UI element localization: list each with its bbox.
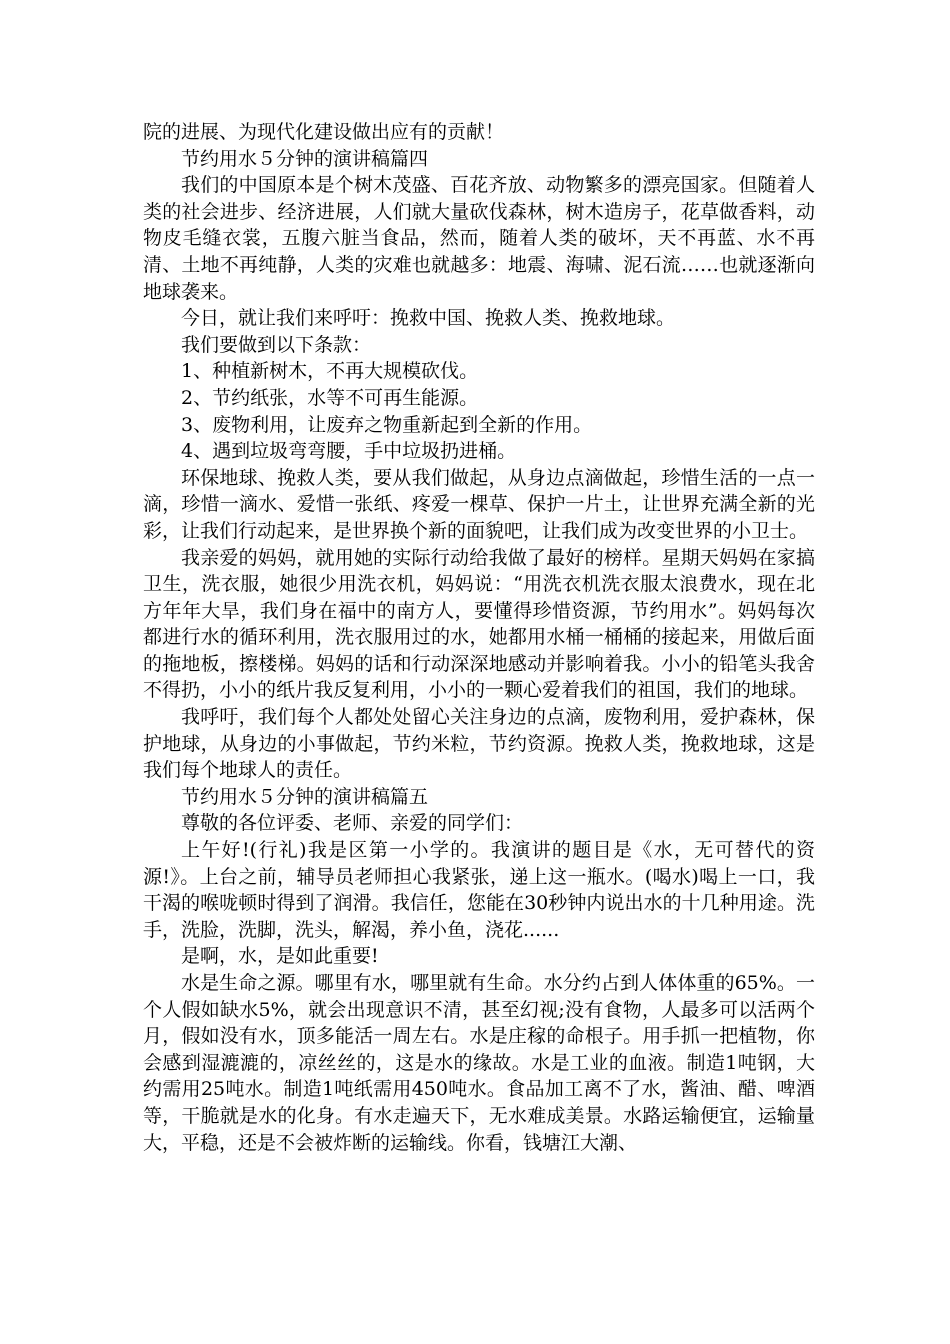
paragraph: 今日，就让我们来呼吁：挽救中国、挽救人类、挽救地球。 <box>181 307 676 330</box>
paragraph-continuation: 院的进展、为现代化建设做出应有的贡献！ <box>143 121 505 143</box>
paragraph: 是啊，水，是如此重要! <box>181 945 379 968</box>
list-item: 1、种植新树木，不再大规模砍伐。 <box>181 360 479 383</box>
paragraph: 环保地球、挽救人类，要从我们做起，从身边点滴做起，珍惜生活的一点一滴，珍惜一滴水、爱惜一张纸、疼爱一棵草、保护一片土，让世界充满全新的光彩，让我们行动起来，是世界换个新的面貌吧，让我们成为改变世界的小卫士。 <box>143 466 815 542</box>
paragraph: 我亲爱的妈妈，就用她的实际行动给我做了最好的榜样。星期天妈妈在家搞卫生，洗衣服，她很少用洗衣机，妈妈说：“用洗衣机洗衣服太浪费水，现在北方年年大旱，我们身在福中的南方人，要懂得珍惜资源，节约用水”。妈妈每次都进行水的循环利用，洗衣服用过的水，她都用水桶一桶桶的接起来，用做后面的拖地板，擦楼梯。妈妈的话和行动深深地感动并影响着我。小小的铅笔头我舍不得扔，小小的纸片我反复利用，小小的一颗心爱着我们的祖国，我们的地球。 <box>143 546 815 702</box>
salutation: 尊敬的各位评委、老师、亲爱的同学们： <box>181 812 524 835</box>
paragraph: 我呼吁，我们每个人都处处留心关注身边的点滴，废物利用，爱护森林，保护地球，从身边的小事做起，节约米粒，节约资源。挽救人类，挽救地球，这是我们每个地球人的责任。 <box>143 706 815 782</box>
paragraph: 上午好!(行礼)我是区第一小学的。我演讲的题目是《水，无可替代的资源!》。上台之前，辅导员老师担心我紧张，递上这一瓶水。(喝水)喝上一口，我干渴的喉咙顿时得到了润滑。我信任，您能在30秒钟内说出水的十几种用途。洗手，洗脸，洗脚，洗头，解渴，养小鱼，浇花...... <box>143 839 815 941</box>
list-item: 2、节约纸张，水等不可再生能源。 <box>181 386 479 409</box>
paragraph: 水是生命之源。哪里有水，哪里就有生命。水分约占到人体体重的65%。一个人假如缺水5%，就会出现意识不清，甚至幻视;没有食物，人最多可以活两个月，假如没有水，顶多能活一周左右。水是庄稼的命根子。用手抓一把植物，你会感到湿漉漉的，凉丝丝的，这是水的缘故。水是工业的血液。制造1吨钢，大约需用25吨水。制造1吨纸需用450吨水。食品加工离不了水，酱油、醋、啤酒等，干脆就是水的化身。有水走遍天下，无水难成美景。水路运输便宜，运输量大，平稳，还是不会被炸断的运输线。你看，钱塘江大潮、 <box>143 972 815 1154</box>
list-item: 3、废物利用，让废弃之物重新起到全新的作用。 <box>181 413 593 436</box>
section-heading-part-four: 节约用水５分钟的演讲稿篇四 <box>181 147 429 170</box>
list-item: 4、遇到垃圾弯弯腰，手中垃圾扔进桶。 <box>181 440 517 463</box>
paragraph: 我们要做到以下条款： <box>181 333 372 356</box>
document-body <box>143 119 815 1156</box>
paragraph: 我们的中国原本是个树木茂盛、百花齐放、动物繁多的漂亮国家。但随着人类的社会进步、经济进展，人们就大量砍伐森林，树木造房子，花草做香料，动物皮毛缝衣裳，五腹六脏当食品，然而，随着人类的破坏，天不再蓝、水不再清、土地不再纯静，人类的灾难也就越多：地震、海啸、泥石流……也就逐渐向地球袭来。 <box>143 174 815 303</box>
section-heading-part-five: 节约用水５分钟的演讲稿篇五 <box>181 785 429 808</box>
